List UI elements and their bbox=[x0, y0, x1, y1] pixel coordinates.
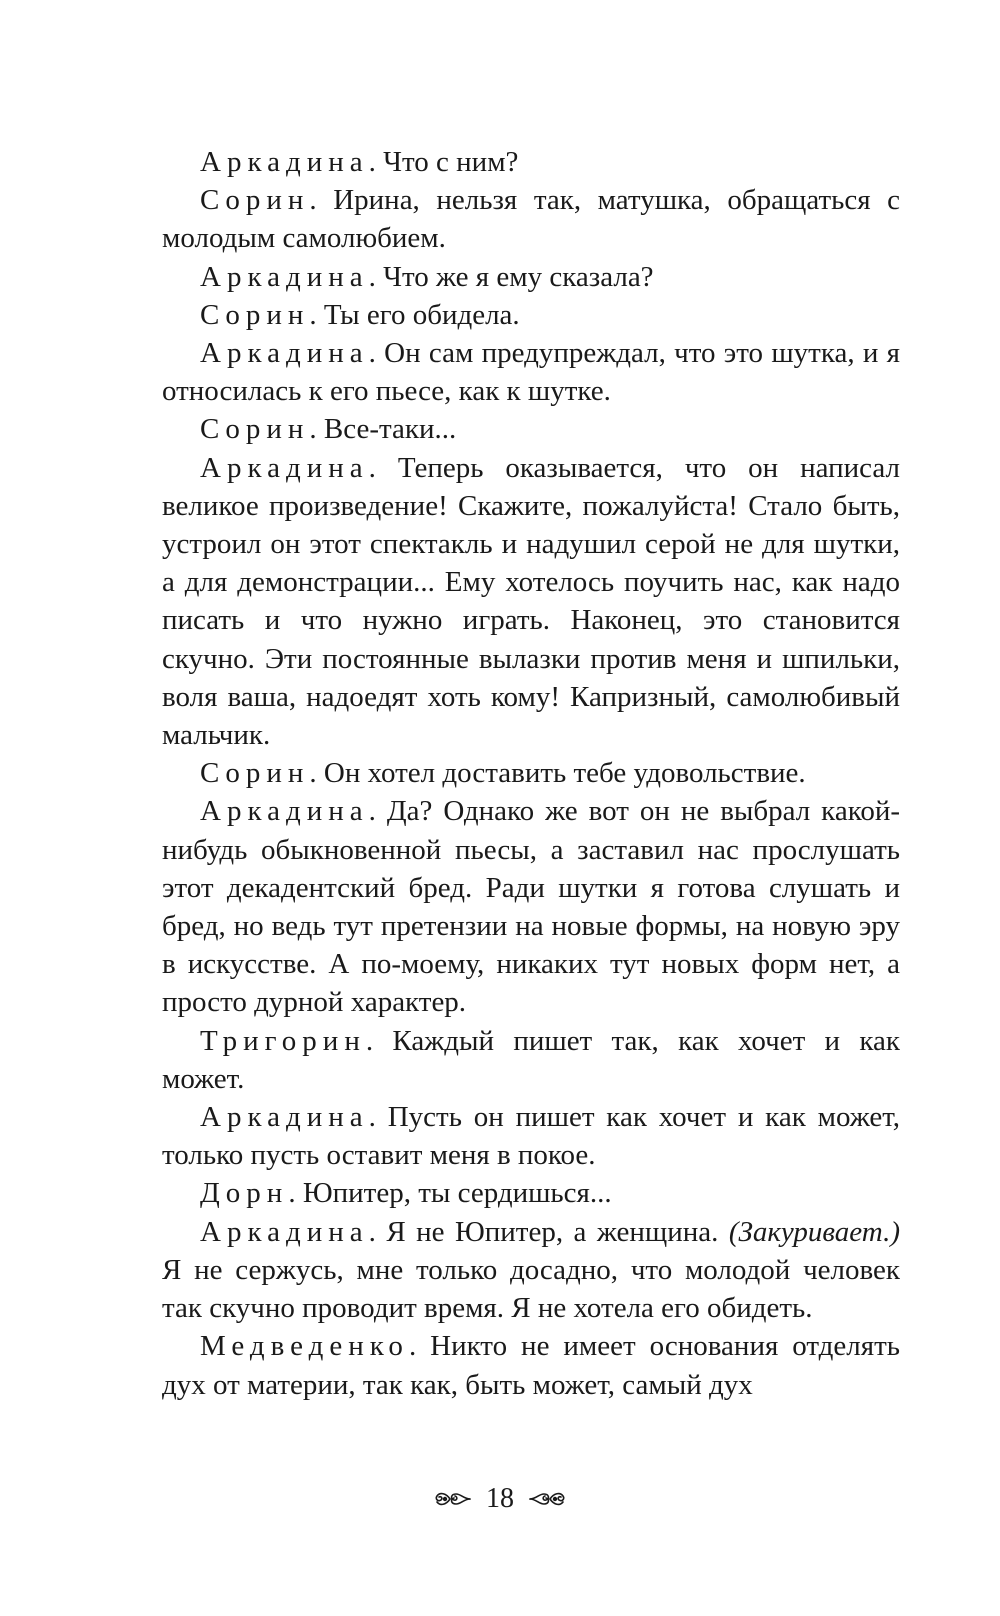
dialogue-paragraph bbox=[162, 1174, 900, 1212]
dialogue-paragraph bbox=[162, 1327, 900, 1403]
dialogue-paragraph bbox=[162, 334, 900, 410]
speech-text: . Теперь оказывается, что он написал великое произведение! Скажите, пожалуйста! Стало быть, устроил он этот спектакль и надушил серой не для шутки, а для демонстрации... Ему хотелось поучить нас, как надо писать и что нужно играть. Наконец, это становится скучно. Эти постоянные вылазки против меня и шпильки, воля ваша, надоедят хоть кому! Капризный, самолюбивый мальчик. bbox=[162, 451, 900, 752]
speech-text: . Все-таки... bbox=[309, 413, 457, 446]
speaker-name: Аркадина bbox=[200, 337, 369, 370]
dialogue-paragraph bbox=[162, 1213, 900, 1328]
speech-text: . Он сам предупреждал, что это шутка, и я относилась к его пьесе, как к шутке. bbox=[162, 337, 900, 408]
flourish-right-icon bbox=[528, 1487, 566, 1511]
speech-text: . Ты его обидела. bbox=[309, 298, 520, 331]
page-footer bbox=[0, 1484, 1000, 1514]
speaker-name: Сорин bbox=[200, 298, 310, 331]
speech-text: Я не сержусь, мне только досадно, что молодой человек так скучно проводит время. Я не хотела его обидеть. bbox=[162, 1253, 900, 1325]
dialogue-paragraph bbox=[162, 754, 900, 792]
dialogue-paragraph bbox=[162, 1022, 900, 1098]
speaker-name: Медведенко bbox=[200, 1330, 409, 1363]
speaker-name: Аркадина bbox=[200, 795, 369, 828]
dialogue-paragraph bbox=[162, 410, 900, 448]
speech-text: . Каждый пишет так, как хочет и как может. bbox=[162, 1024, 900, 1095]
speech-text: . Никто не имеет основания отделять дух от материи, так как, быть может, самый дух bbox=[162, 1330, 900, 1401]
flourish-left-icon bbox=[434, 1487, 472, 1511]
speaker-name: Сорин bbox=[200, 413, 310, 446]
speech-text: . Что с ним? bbox=[368, 146, 519, 178]
speech-text: . Пусть он пишет как хочет и как может, только пусть оставит меня в покое. bbox=[162, 1101, 900, 1172]
speaker-name: Тригорин bbox=[200, 1024, 366, 1057]
speaker-name: Аркадина bbox=[200, 260, 369, 293]
speech-text: . Юпитер, ты сердишься... bbox=[288, 1177, 612, 1210]
speaker-name: Сорин bbox=[200, 184, 310, 217]
speaker-name: Аркадина bbox=[200, 451, 369, 484]
speaker-name: Аркадина bbox=[200, 146, 369, 178]
speech-text: . Ирина, нельзя так, матушка, обращаться с молодым самолюбием. bbox=[162, 184, 900, 255]
dialogue-paragraph bbox=[162, 181, 900, 257]
speaker-name: Аркадина bbox=[200, 1215, 369, 1248]
speech-text: . Я не Юпитер, а женщина. bbox=[368, 1215, 729, 1248]
dialogue-paragraph bbox=[162, 143, 900, 181]
dialogue-paragraph bbox=[162, 296, 900, 334]
dialogue-paragraph bbox=[162, 258, 900, 296]
speaker-name: Дорн bbox=[200, 1177, 289, 1210]
dialogue-paragraph bbox=[162, 792, 900, 1021]
speaker-name: Аркадина bbox=[200, 1101, 369, 1134]
speaker-name: Сорин bbox=[200, 757, 310, 790]
speech-text: . Да? Однако же вот он не выбрал какой-нибудь обыкновенной пьесы, а заставил нас прослушать этот декадентский бред. Ради шутки я готова слушать и бред, но ведь тут претензии на новые формы, на новую эру в искусстве. А по-моему, никаких тут новых форм нет, а просто дурной характер. bbox=[162, 795, 900, 1019]
stage-direction: (Закуривает.) bbox=[728, 1215, 900, 1248]
dialogue-paragraph bbox=[162, 449, 900, 755]
page-number: 18 bbox=[486, 1483, 514, 1514]
text-page bbox=[162, 143, 900, 1404]
speech-text: . Что же я ему сказала? bbox=[368, 260, 654, 293]
speech-text: . Он хотел доставить тебе удовольствие. bbox=[309, 757, 806, 790]
dialogue-paragraph bbox=[162, 1098, 900, 1174]
